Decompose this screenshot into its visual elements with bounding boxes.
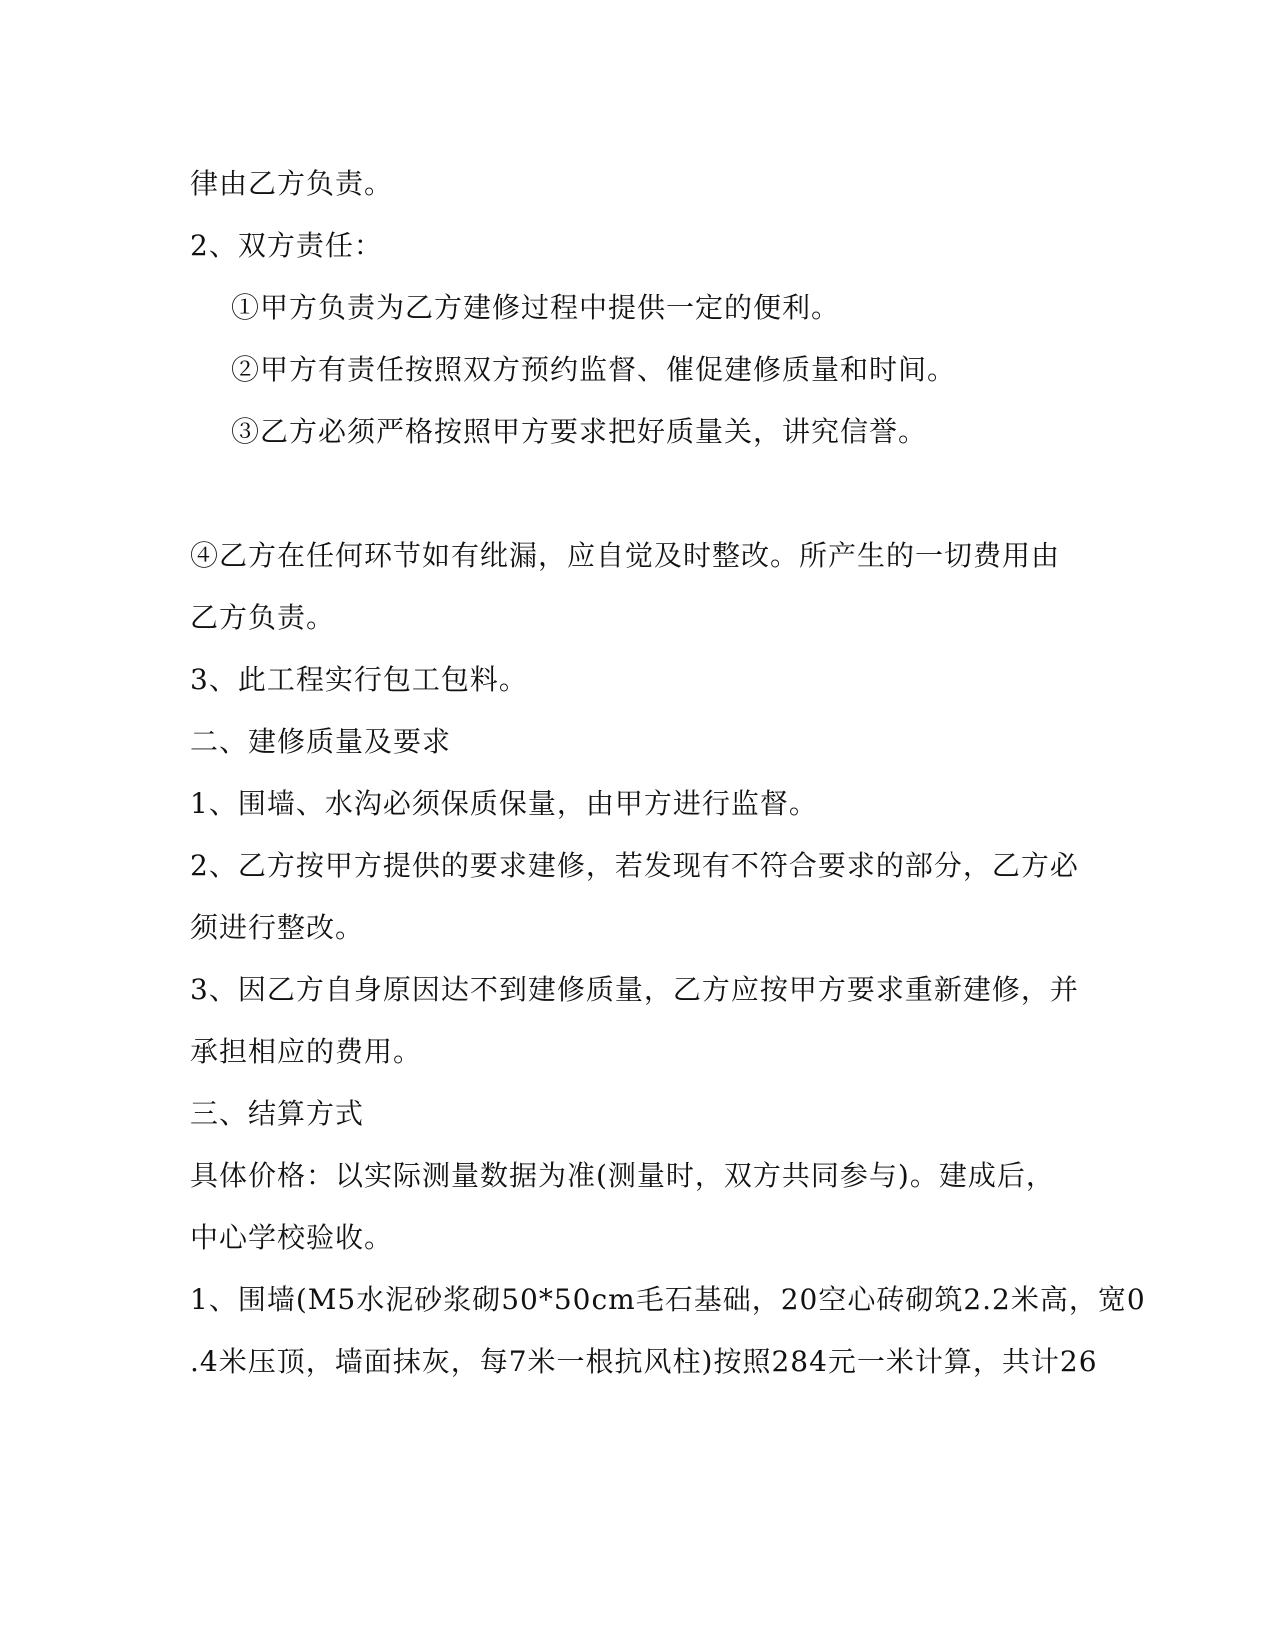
- text-line: 1、围墙、水沟必须保质保量，由甲方进行监督。: [190, 787, 818, 820]
- section-heading: 2、双方责任：: [190, 229, 383, 262]
- text-line: 律由乙方负责。: [190, 167, 394, 200]
- list-item: ①甲方负责为乙方建修过程中提供一定的便利。: [231, 291, 841, 324]
- text-line: 3、此工程实行包工包料。: [190, 663, 528, 696]
- list-item: ②甲方有责任按照双方预约监督、催促建修质量和时间。: [231, 353, 957, 386]
- list-item: ③乙方必须严格按照甲方要求把好质量关，讲究信誉。: [231, 415, 928, 448]
- text-line: 1、围墙(M5水泥砂浆砌50*50cm毛石基础，20空心砖砌筑2.2米高，宽0: [190, 1283, 1146, 1316]
- text-line: 乙方负责。: [190, 601, 336, 634]
- text-line: 具体价格：以实际测量数据为准(测量时，双方共同参与)。建成后，: [190, 1159, 1055, 1192]
- text-line: 3、因乙方自身原因达不到建修质量，乙方应按甲方要求重新建修，并: [190, 973, 1079, 1006]
- section-heading: 三、结算方式: [190, 1097, 365, 1130]
- section-heading: 二、建修质量及要求: [190, 725, 452, 758]
- text-line: 中心学校验收。: [190, 1221, 394, 1254]
- text-line: 承担相应的费用。: [190, 1035, 423, 1068]
- list-item: ④乙方在任何环节如有纰漏，应自觉及时整改。所产生的一切费用由: [190, 539, 1061, 572]
- text-line: 须进行整改。: [190, 911, 365, 944]
- text-line: .4米压顶，墙面抹灰，每7米一根抗风柱)按照284元一米计算，共计26: [190, 1345, 1098, 1378]
- text-line: 2、乙方按甲方提供的要求建修，若发现有不符合要求的部分，乙方必: [190, 849, 1079, 882]
